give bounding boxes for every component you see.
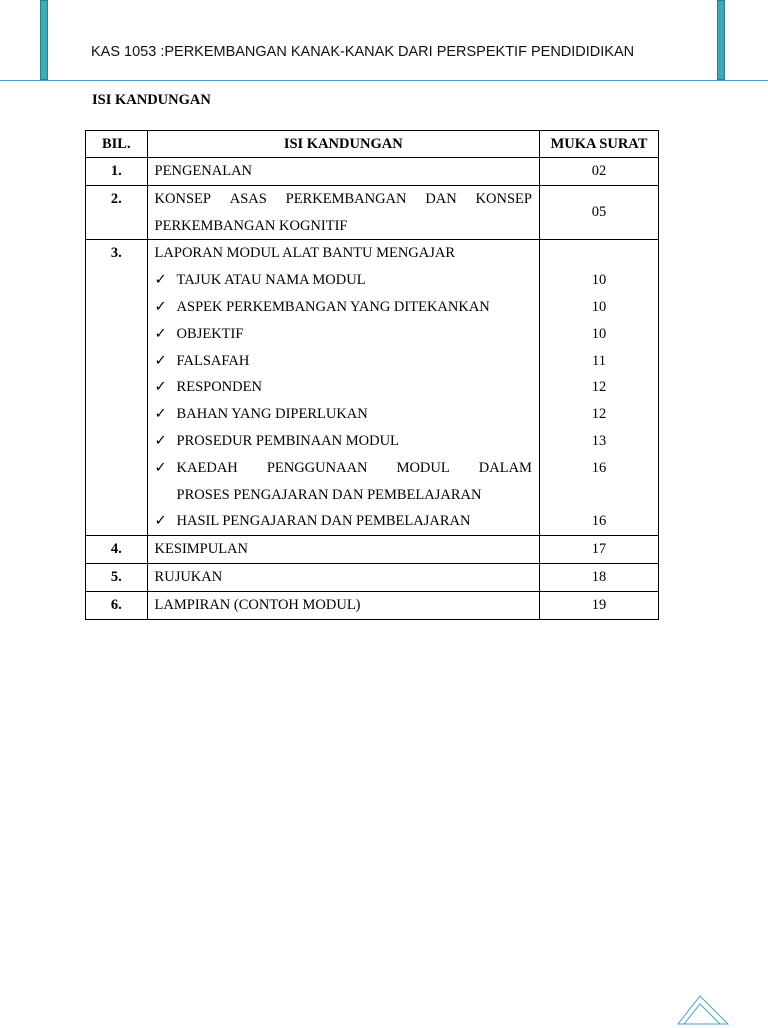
word: DALAM bbox=[478, 459, 532, 476]
row-page: 13 bbox=[591, 432, 607, 449]
list-item bbox=[148, 321, 539, 348]
word: KONSEP bbox=[475, 190, 532, 207]
page-title: ISI KANDUNGAN bbox=[92, 92, 211, 108]
row-title-line1 bbox=[148, 186, 539, 213]
row-title: RUJUKAN bbox=[154, 568, 223, 585]
table-row bbox=[86, 185, 659, 240]
row-title: PENGENALAN bbox=[154, 163, 253, 179]
row-page-blank bbox=[540, 240, 658, 267]
list-item-text-continued: PROSES PENGAJARAN DAN PEMBELAJARAN bbox=[176, 486, 482, 503]
table-row bbox=[86, 536, 659, 564]
checkmark-icon: ✓ bbox=[154, 513, 167, 530]
list-item-text: RESPONDEN bbox=[176, 379, 262, 396]
row-title: LAMPIRAN (CONTOH MODUL) bbox=[154, 596, 361, 613]
header-page: MUKA SURAT bbox=[539, 131, 658, 158]
word: KONSEP bbox=[154, 190, 211, 207]
list-item-text bbox=[177, 455, 532, 482]
checkmark-icon: ✓ bbox=[154, 379, 167, 396]
row-page-blank bbox=[540, 482, 658, 509]
list-item-text: HASIL PENGAJARAN DAN PEMBELAJARAN bbox=[176, 513, 471, 530]
row-page: 10 bbox=[591, 272, 607, 289]
row-number: 3. bbox=[110, 245, 122, 262]
table-header-row bbox=[86, 131, 659, 158]
table-row bbox=[86, 240, 659, 536]
row-page: 10 bbox=[591, 298, 607, 315]
word: KAEDAH bbox=[176, 459, 238, 476]
row-number: 1. bbox=[110, 163, 122, 179]
list-item-text: TAJUK ATAU NAMA MODUL bbox=[176, 272, 366, 289]
row-number: 2. bbox=[110, 190, 122, 207]
checkmark-icon: ✓ bbox=[154, 406, 167, 423]
table-row bbox=[86, 591, 659, 619]
checkmark-icon: ✓ bbox=[154, 298, 167, 315]
list-item bbox=[148, 348, 539, 375]
header-content: ISI KANDUNGAN bbox=[147, 131, 539, 158]
header-divider bbox=[0, 80, 768, 81]
header-bil: BIL. bbox=[86, 131, 148, 158]
checkmark-icon: ✓ bbox=[154, 352, 167, 369]
row-page: 05 bbox=[591, 204, 607, 221]
course-header: KAS 1053 :PERKEMBANGAN KANAK-KANAK DARI PERSPEKTIF PENDIDIDIKAN bbox=[91, 44, 635, 60]
row-number: 6. bbox=[110, 596, 122, 613]
row-title: LAPORAN MODUL ALAT BANTU MENGAJAR bbox=[154, 245, 456, 262]
list-item-text: PROSEDUR PEMBINAAN MODUL bbox=[176, 432, 399, 449]
checkmark-icon: ✓ bbox=[154, 459, 167, 476]
table-row bbox=[86, 563, 659, 591]
checkmark-icon: ✓ bbox=[154, 325, 167, 342]
list-item bbox=[148, 267, 539, 294]
row-page: 11 bbox=[591, 352, 606, 369]
table-row bbox=[86, 158, 659, 186]
word: MODUL bbox=[396, 459, 450, 476]
checkmark-icon: ✓ bbox=[154, 432, 167, 449]
list-item bbox=[148, 428, 539, 455]
row-title-line2: PERKEMBANGAN KOGNITIF bbox=[154, 217, 348, 234]
list-item-text: ASPEK PERKEMBANGAN YANG DITEKANKAN bbox=[176, 298, 490, 315]
row-number: 4. bbox=[110, 541, 122, 558]
list-item bbox=[148, 455, 539, 482]
row-page: 02 bbox=[591, 163, 607, 179]
list-item-text: OBJEKTIF bbox=[176, 325, 244, 342]
row-page: 16 bbox=[591, 459, 607, 476]
row-page: 16 bbox=[591, 513, 607, 530]
list-item bbox=[148, 374, 539, 401]
row-number: 5. bbox=[110, 568, 122, 585]
word: PERKEMBANGAN bbox=[285, 190, 407, 207]
word: ASAS bbox=[229, 190, 267, 207]
row-page: 17 bbox=[591, 541, 607, 558]
row-page: 19 bbox=[591, 596, 607, 613]
checkmark-icon: ✓ bbox=[154, 272, 167, 289]
list-item bbox=[148, 508, 539, 535]
row-page: 10 bbox=[591, 325, 607, 342]
left-accent-bar bbox=[40, 0, 48, 80]
row-page: 18 bbox=[591, 568, 607, 585]
row-page: 12 bbox=[591, 379, 607, 396]
list-item-text: BAHAN YANG DIPERLUKAN bbox=[176, 406, 368, 423]
list-item bbox=[148, 401, 539, 428]
list-item bbox=[148, 294, 539, 321]
row-title: KESIMPULAN bbox=[154, 541, 248, 558]
list-item-text: FALSAFAH bbox=[176, 352, 250, 369]
row-page: 12 bbox=[591, 406, 607, 423]
word: PENGGUNAAN bbox=[266, 459, 368, 476]
right-accent-bar bbox=[717, 0, 725, 80]
word: DAN bbox=[425, 190, 457, 207]
toc-table bbox=[85, 130, 659, 620]
corner-diamond-decoration bbox=[660, 988, 768, 1028]
